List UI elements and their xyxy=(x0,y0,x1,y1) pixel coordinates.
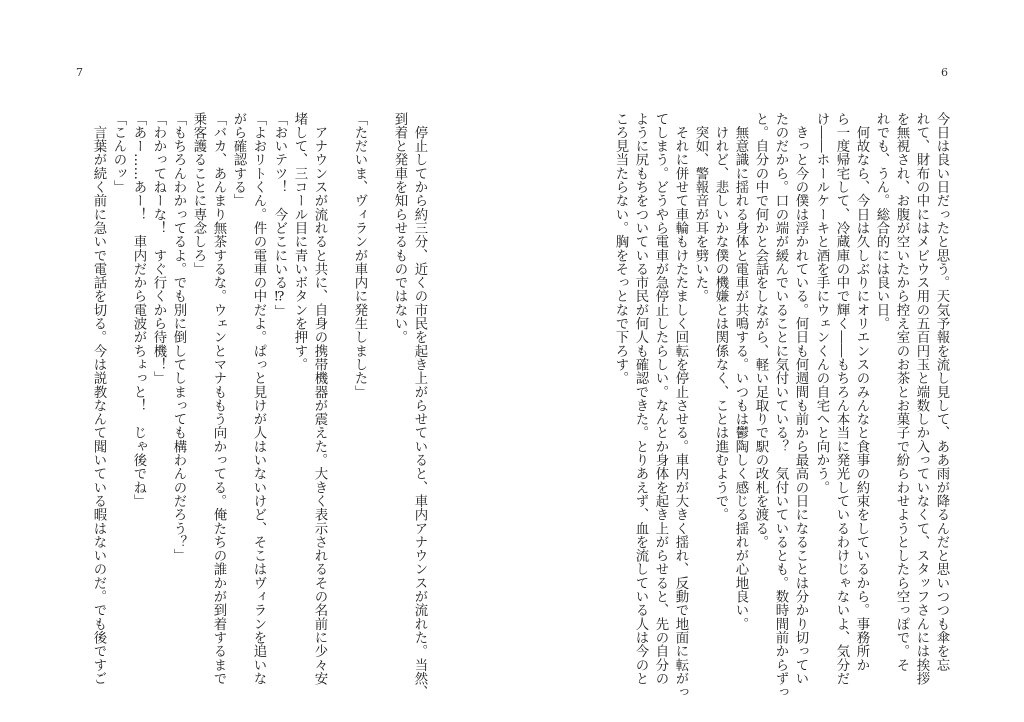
text-line: 何故なら、今日は久しぶりにオリエンスのみんなと食事の約束をしているから。事務所か xyxy=(854,112,869,672)
text-line: 「バカ、あんまり無茶するな。ウェンとマナももう向かってる。俺たちの誰かが到着するまで xyxy=(211,112,226,686)
left-page-number: 7 xyxy=(76,66,83,79)
text-line: ように尻もちをついている市民が何人も確認できた。とりあえず、血を流している人は今のと xyxy=(633,112,648,686)
text-line: きっと今の僕は浮かれている。何日も何週間も前から最高の日になることは分かり切ってい xyxy=(793,112,808,686)
text-line: と。自分の中で何かと会話をしながら、軽い足取りで駅の改札を渡る。 xyxy=(753,112,768,549)
text-line: 堵して、三コール目に青いボタンを押す。 xyxy=(292,112,307,372)
text-line: を無視され、お腹が空いたから控え室のお茶とお菓子で紛らわせようとしたら空っぽで。そ xyxy=(894,112,909,672)
text-line: 「よおリトくん。件の電車の中だよ。ぱっと見けが人はいないけど、そこはヴィランを追いな xyxy=(251,112,266,686)
text-line: 「わかってねーな！ すぐ行くから待機！」 xyxy=(151,112,166,385)
text-line: ころ見当たらない。胸をそっとなで下ろす。 xyxy=(613,112,628,385)
text-line: 到着と発車を知らせるものではない。 xyxy=(392,112,407,345)
text-line: 乗客護ることに専念しろ」 xyxy=(191,112,206,276)
text-line: れでも、うん。総合的には良い日。 xyxy=(874,112,889,331)
text-line: ら一度帰宅して、冷蔵庫の中で輝く――もちろん本当に発光しているわけじゃないよ、気分だ xyxy=(834,112,849,686)
text-line: てしまう。どうやら電車が急停止したらしい。なんとか身体を起き上がらせると、先の自分の xyxy=(653,112,668,686)
right-page-number: 6 xyxy=(941,66,948,79)
text-line: 「おいテツ！ 今どこにいる⁉」 xyxy=(272,112,287,319)
text-line: 停止してから約三分、近くの市民を起き上がらせていると、車内アナウンスが流れた。当然、 xyxy=(412,112,427,699)
text-line: けれど、悲しいかな僕の機嫌とは関係なく、ことは進むようで。 xyxy=(713,112,728,522)
text-line: 「あー……あー！ 車内だから電波がちょっと！ じゃ後でね」 xyxy=(131,112,146,508)
text-line: 今日は良い日だったと思う。天気予報を流し見して、ああ雨が降るんだと思いつつも傘を忘 xyxy=(934,112,949,672)
text-line: れて、財布の中にはメビウス用の五百円玉と端数しか入っていなくて、スタッフさんには挨拶 xyxy=(914,112,929,686)
text-line: たのだから。口の端が緩んでいることに気付いている？ 気付いているとも。数時間前からずっ xyxy=(773,112,788,699)
text-line: 突如、警報音が耳を劈いた。 xyxy=(693,112,708,304)
text-line: がら確認する」 xyxy=(231,112,246,208)
text-line: それに併せて車輪もけたたましく回転を停止させる。車内が大きく揺れ、反動で地面に転がっ xyxy=(673,112,688,699)
text-line: 言葉が続く前に急いで電話を切る。今は説教なんて聞いている暇はないのだ。でも後ですご xyxy=(91,112,106,686)
text-line: アナウンスが流れると共に、自身の携帯機器が震えた。大きく表示されるその名前に少々安 xyxy=(312,112,327,686)
text-line: 「もちろんわかってるよ。でも別に倒してしまっても構わんのだろう？」 xyxy=(171,112,186,563)
text-line: 無意識に揺れる身体と電車が共鳴する。いつもは鬱陶しく感じる揺れが心地良い。 xyxy=(733,112,748,631)
text-line: 「ただいま、ヴィランが車内に発生しました」 xyxy=(352,112,367,399)
text-line: け――ホールケーキと酒を手にウェンくんの自宅へと向かう。 xyxy=(814,112,829,495)
text-line: 「こんのッ」 xyxy=(111,112,126,194)
